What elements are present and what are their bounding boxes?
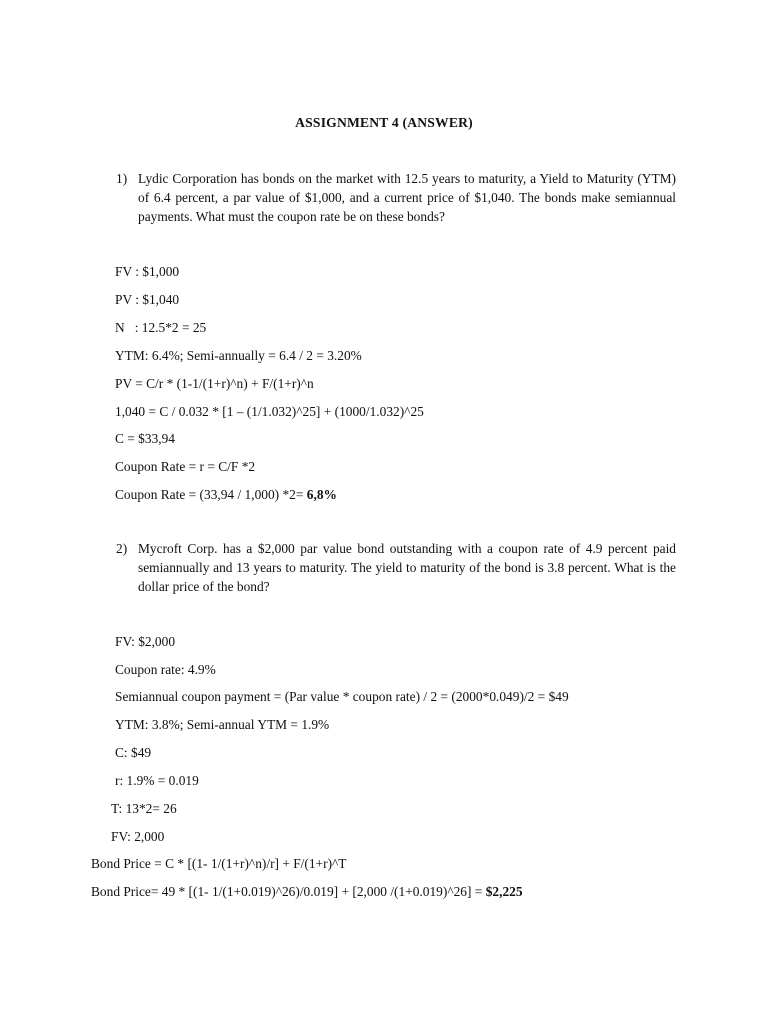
q2-line-fv2: FV: 2,000 bbox=[111, 829, 165, 844]
q2-line-fv: FV: $2,000 bbox=[115, 634, 176, 649]
question-number: 1) bbox=[116, 171, 128, 186]
q1-line-rate-formula: Coupon Rate = r = C/F *2 bbox=[115, 459, 256, 474]
q2-final-line bbox=[91, 882, 523, 901]
q1-line-fv: FV : $1,000 bbox=[115, 264, 180, 279]
q2-line-coupon-payment: Semiannual coupon payment = (Par value * coupon rate) / 2 = (2000*0.049)/2 = $49 bbox=[115, 689, 569, 704]
q1-line-pv: PV : $1,040 bbox=[115, 292, 180, 307]
q1-line-equation: 1,040 = C / 0.032 * [1 – (1/1.032)^25] + (1000/1.032)^25 bbox=[115, 404, 424, 419]
q1-final-answer: 6,8% bbox=[306, 487, 337, 502]
q1-line-coupon: C = $33,94 bbox=[115, 431, 176, 446]
q2-line-c: C: $49 bbox=[115, 745, 152, 760]
q2-line-formula: Bond Price = C * [(1- 1/(1+r)^n)/r] + F/(1+r)^T bbox=[91, 856, 347, 871]
q2-line-t: T: 13*2= 26 bbox=[111, 801, 177, 816]
page-title: ASSIGNMENT 4 (ANSWER) bbox=[295, 115, 473, 130]
q1-final-prefix: Coupon Rate = (33,94 / 1,000) *2= bbox=[115, 487, 307, 502]
question-text: Mycroft Corp. has a $2,000 par value bond outstanding with a coupon rate of 4.9 percent paid semiannually and 13 years to maturity. The yield to maturity of the bond is 3.8 percent. What is the dollar price of the bond? bbox=[138, 541, 676, 594]
q1-line-formula: PV = C/r * (1-1/(1+r)^n) + F/(1+r)^n bbox=[115, 376, 314, 391]
q2-line-r: r: 1.9% = 0.019 bbox=[115, 773, 199, 788]
q1-line-ytm: YTM: 6.4%; Semi-annually = 6.4 / 2 = 3.20% bbox=[115, 348, 362, 363]
q2-final-prefix: Bond Price= 49 * [(1- 1/(1+0.019)^26)/0.019] + [2,000 /(1+0.019)^26] = bbox=[91, 884, 486, 899]
q2-final-answer: $2,225 bbox=[485, 884, 523, 899]
q1-final-line bbox=[115, 485, 337, 504]
question-number: 2) bbox=[116, 541, 128, 556]
question-text: Lydic Corporation has bonds on the market with 12.5 years to maturity, a Yield to Maturity (YTM) of 6.4 percent, a par value of $1,000, and a current price of $1,040. The bonds make semiannual payments. What must the coupon rate be on these bonds? bbox=[138, 171, 676, 224]
q2-line-coupon-rate: Coupon rate: 4.9% bbox=[115, 662, 216, 677]
question-2 bbox=[116, 539, 676, 596]
question-1 bbox=[116, 169, 676, 226]
q2-line-ytm: YTM: 3.8%; Semi-annual YTM = 1.9% bbox=[115, 717, 330, 732]
q1-line-n: N : 12.5*2 = 25 bbox=[115, 320, 207, 335]
